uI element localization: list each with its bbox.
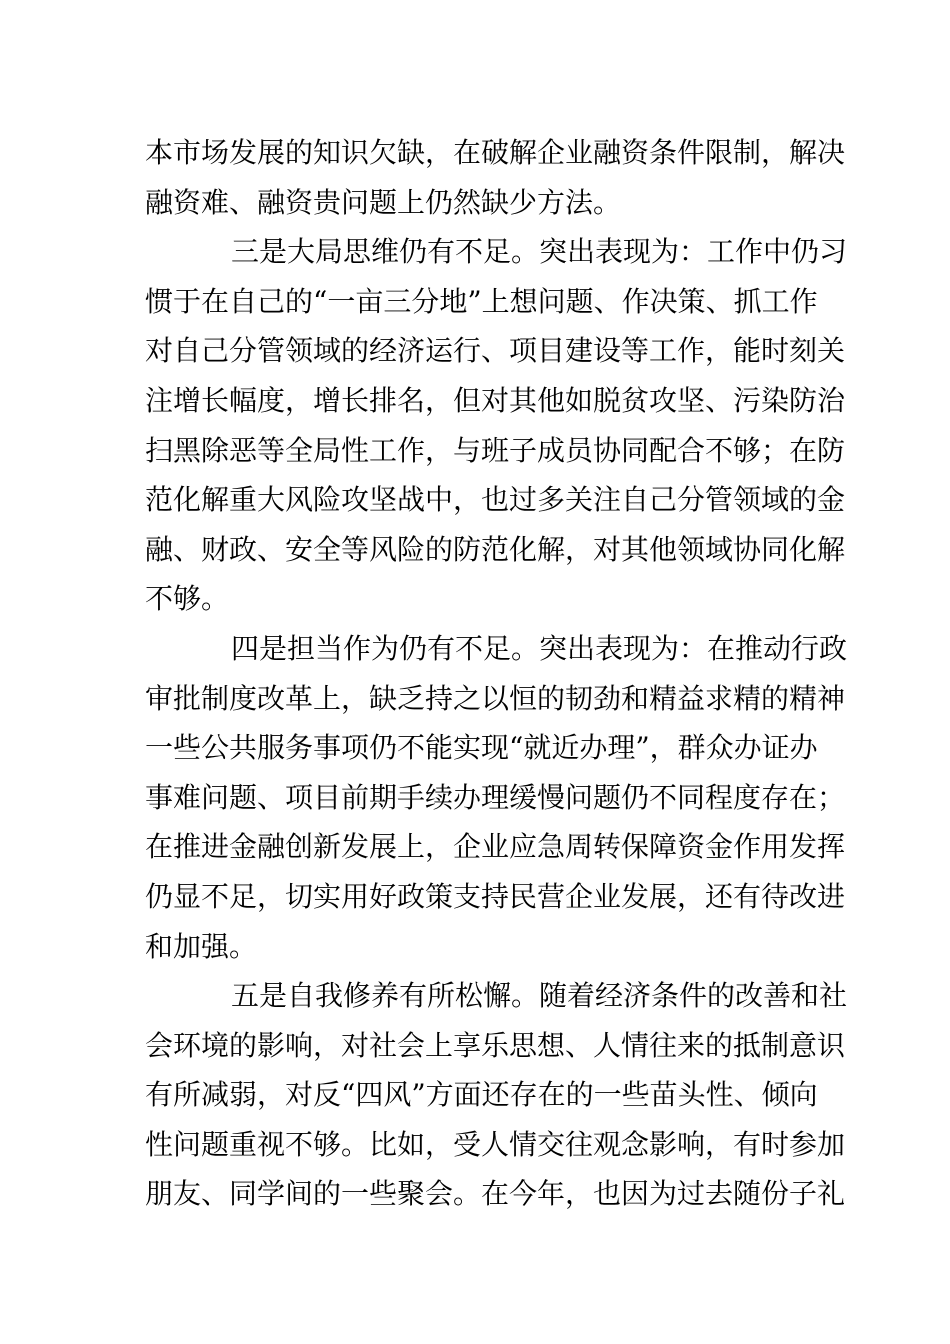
text-line: 会环境的影响，对社会上享乐思想、人情往来的抵制意识	[145, 1028, 846, 1062]
text-line: 性问题重视不够。比如，受人情交往观念影响，有时参加	[145, 1127, 846, 1161]
text-line: 仍显不足，切实用好政策支持民营企业发展，还有待改进	[145, 879, 846, 913]
text-line: 范化解重大风险攻坚战中，也过多关注自己分管领域的金	[145, 483, 846, 517]
text-line: 一些公共服务事项仍不能实现“就近办理”，群众办证办	[145, 731, 818, 765]
paragraph-point-5	[145, 971, 848, 1219]
text-line: 在推进金融创新发展上，企业应急周转保障资金作用发挥	[145, 830, 846, 864]
text-line: 四是担当作为仍有不足。突出表现为：在推动行政	[231, 631, 848, 665]
text-line: 惯于在自己的“一亩三分地”上想问题、作决策、抓工作	[145, 284, 818, 318]
document-body	[145, 128, 848, 1219]
text-line: 本市场发展的知识欠缺，在破解企业融资条件限制，解决	[145, 136, 846, 169]
paragraph-continuation	[145, 128, 846, 227]
text-line: 朋友、同学间的一些聚会。在今年，也因为过去随份子礼	[145, 1177, 846, 1211]
text-line: 三是大局思维仍有不足。突出表现为：工作中仍习	[231, 235, 848, 269]
text-line: 注增长幅度，增长排名，但对其他如脱贫攻坚、污染防治	[145, 383, 846, 417]
text-line: 五是自我修养有所松懈。随着经济条件的改善和社	[231, 979, 848, 1013]
paragraph-point-4	[145, 624, 848, 971]
text-line: 和加强。	[145, 929, 258, 963]
text-line: 事难问题、项目前期手续办理缓慢问题仍不同程度存在；	[145, 780, 846, 814]
text-line: 对自己分管领域的经济运行、项目建设等工作，能时刻关	[145, 334, 846, 368]
text-line: 审批制度改革上，缺乏持之以恒的韧劲和精益求精的精神	[145, 681, 846, 715]
text-line: 扫黑除恶等全局性工作，与班子成员协同配合不够；在防	[145, 433, 846, 467]
text-line: 不够。	[145, 582, 230, 616]
text-line: 融、财政、安全等风险的防范化解，对其他领域协同化解	[145, 532, 846, 566]
text-line: 融资难、融资贵问题上仍然缺少方法。	[145, 185, 622, 219]
text-line: 有所减弱，对反“四风”方面还存在的一些苗头性、倾向	[145, 1078, 818, 1112]
paragraph-point-3	[145, 227, 848, 624]
